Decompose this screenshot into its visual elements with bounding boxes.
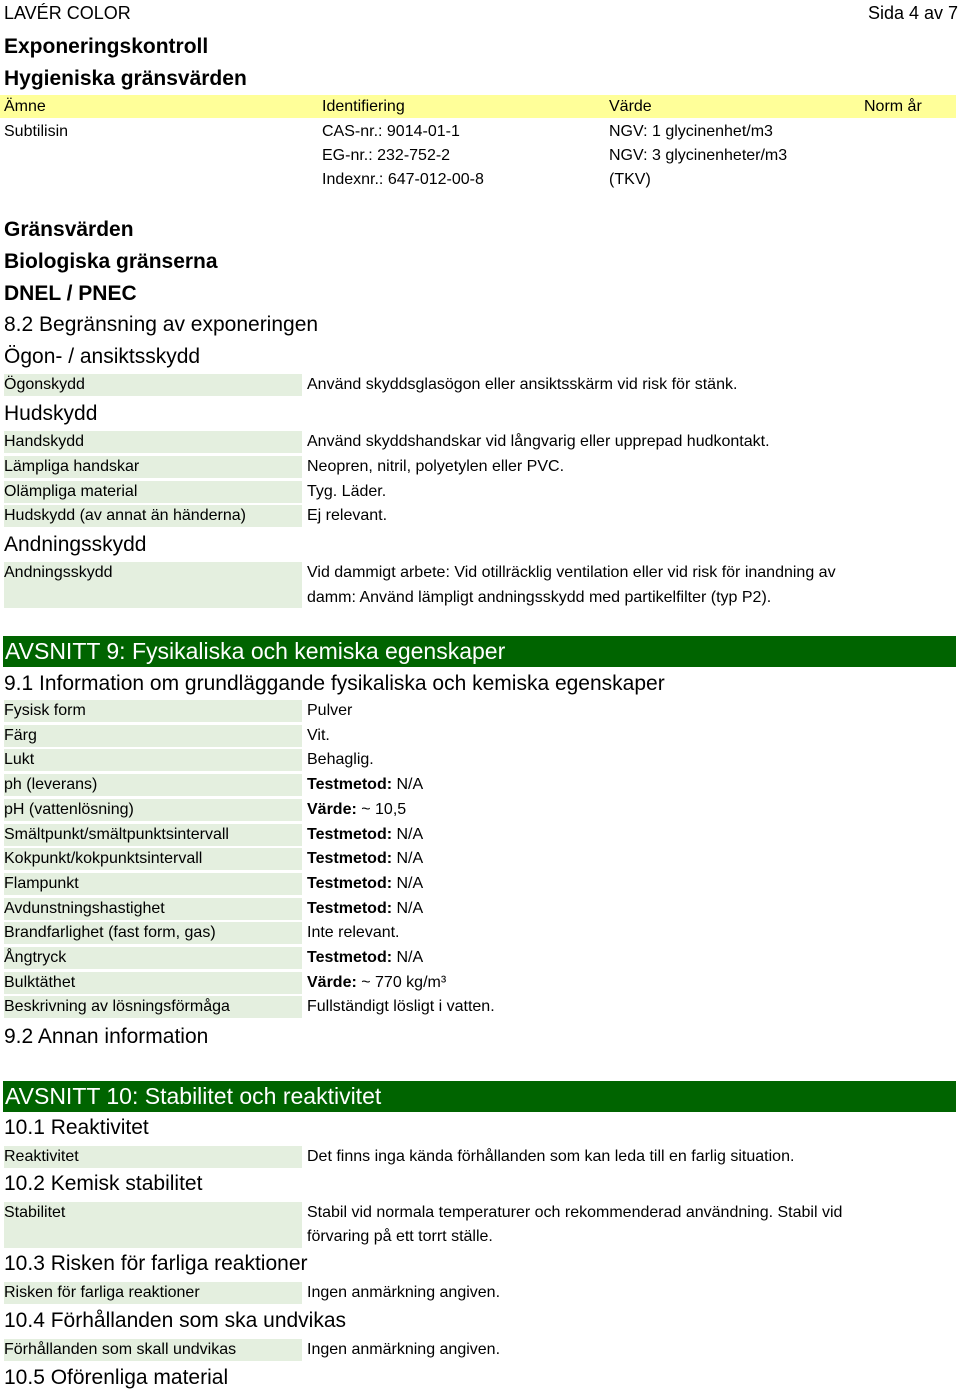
property-value — [307, 872, 423, 896]
property-value — [307, 724, 330, 748]
property-label: Bulktäthet — [4, 972, 302, 994]
exposure-title: Exponeringskontroll — [4, 35, 209, 58]
property-value-text: Pulver — [307, 702, 353, 719]
limit-value-3: (TKV) — [609, 171, 651, 188]
property-value — [307, 971, 446, 995]
stability-label: Stabilitet — [4, 1202, 302, 1248]
section-10-5-heading: 10.5 Oförenliga material — [4, 1366, 229, 1389]
section-10-1-heading: 10.1 Reaktivitet — [4, 1116, 149, 1139]
hazardous-reactions-value: Ingen anmärkning angiven. — [307, 1284, 501, 1301]
property-value — [307, 995, 495, 1019]
property-label: Brandfarlighet (fast form, gas) — [4, 922, 302, 944]
property-value — [307, 748, 374, 772]
property-value-text: N/A — [392, 826, 424, 843]
limits-table-header — [0, 95, 956, 118]
hygiene-limits-title: Hygieniska gränsvärden — [4, 67, 247, 90]
suitable-gloves-label: Lämpliga handskar — [4, 456, 302, 478]
limit-value-2: NGV: 3 glycinenheter/m3 — [609, 147, 788, 164]
property-value-text: N/A — [392, 776, 424, 793]
col-value: Värde — [609, 98, 652, 115]
skin-other-label: Hudskydd (av annat än händerna) — [4, 505, 302, 527]
property-value-prefix: Testmetod: — [307, 900, 393, 917]
property-label: Ångtryck — [4, 947, 302, 969]
stability-value-line1: Stabil vid normala temperaturer och rekommenderad användning. Stabil vid — [307, 1204, 843, 1221]
col-identification: Identifiering — [322, 98, 405, 115]
property-label: ph (leverans) — [4, 774, 302, 796]
property-label: Fysisk form — [4, 700, 302, 722]
reactivity-value: Det finns inga kända förhållanden som kan leda till en farlig situation. — [307, 1148, 795, 1165]
property-value-prefix: Testmetod: — [307, 875, 393, 892]
property-value-text: Fullständigt lösligt i vatten. — [307, 998, 495, 1015]
property-value-prefix: Värde: — [307, 974, 357, 991]
property-value-text: Vit. — [307, 727, 330, 744]
property-value-prefix: Testmetod: — [307, 850, 393, 867]
bio-limits-heading: Biologiska gränserna — [4, 250, 218, 273]
property-label: Kokpunkt/kokpunktsintervall — [4, 848, 302, 870]
respiratory-label: Andningsskydd — [4, 562, 302, 608]
unsuitable-material-label: Olämpliga material — [4, 481, 302, 503]
section-10-4-heading: 10.4 Förhållanden som ska undvikas — [4, 1309, 347, 1332]
exposure-limitation-heading: 8.2 Begränsning av exponeringen — [4, 313, 319, 336]
property-value-prefix: Värde: — [307, 801, 357, 818]
respiratory-value-line1: Vid dammigt arbete: Vid otillräcklig ventilation eller vid risk för inandning av — [307, 564, 836, 581]
property-label: Avdunstningshastighet — [4, 898, 302, 920]
eg-number: EG-nr.: 232-752-2 — [322, 147, 451, 164]
property-label: Lukt — [4, 749, 302, 771]
respiratory-heading: Andningsskydd — [4, 533, 147, 556]
property-value — [307, 921, 400, 945]
property-value-text: ~ 770 kg/m³ — [356, 974, 447, 991]
cas-number: CAS-nr.: 9014-01-1 — [322, 123, 460, 140]
substance-name: Subtilisin — [4, 123, 69, 140]
property-value — [307, 946, 423, 970]
conditions-to-avoid-label: Förhållanden som skall undvikas — [4, 1339, 302, 1361]
property-label: Smältpunkt/smältpunktsintervall — [4, 824, 302, 846]
conditions-to-avoid-value: Ingen anmärkning angiven. — [307, 1341, 501, 1358]
section-9-2-heading: 9.2 Annan information — [4, 1025, 209, 1048]
property-label: Flampunkt — [4, 873, 302, 895]
hand-protection-value: Använd skyddshandskar vid långvarig eller upprepad hudkontakt. — [307, 433, 770, 450]
property-value — [307, 847, 423, 871]
property-value — [307, 773, 423, 797]
col-norm-year: Norm år — [864, 98, 922, 115]
property-value-text: Inte relevant. — [307, 924, 400, 941]
property-label: pH (vattenlösning) — [4, 799, 302, 821]
property-value-text: N/A — [392, 900, 424, 917]
property-value-text: N/A — [392, 875, 424, 892]
unsuitable-material-value: Tyg. Läder. — [307, 483, 387, 500]
company-name: LAVÉR COLOR — [4, 3, 131, 23]
property-value — [307, 823, 423, 847]
property-label: Färg — [4, 725, 302, 747]
stability-value-line2: förvaring på ett torrt ställe. — [307, 1228, 493, 1245]
eye-protection-value: Använd skyddsglasögon eller ansiktsskärm vid risk för stänk. — [307, 376, 738, 393]
eye-protection-label: Ögonskydd — [4, 374, 302, 396]
property-value-text: N/A — [392, 850, 424, 867]
hazardous-reactions-label: Risken för farliga reaktioner — [4, 1282, 302, 1304]
property-value-prefix: Testmetod: — [307, 776, 393, 793]
section-10-2-heading: 10.2 Kemisk stabilitet — [4, 1172, 203, 1195]
property-value — [307, 798, 406, 822]
page-header — [0, 0, 960, 28]
property-value-prefix: Testmetod: — [307, 949, 393, 966]
dnel-pnec-heading: DNEL / PNEC — [4, 282, 137, 305]
respiratory-value-line2: damm: Använd lämpligt andningsskydd med partikelfilter (typ P2). — [307, 589, 772, 606]
limit-value-1: NGV: 1 glycinenhet/m3 — [609, 123, 773, 140]
property-value-text: ~ 10,5 — [356, 801, 407, 818]
property-value-prefix: Testmetod: — [307, 826, 393, 843]
reactivity-label: Reaktivitet — [4, 1146, 302, 1168]
property-label: Beskrivning av lösningsförmåga — [4, 996, 302, 1018]
col-substance: Ämne — [4, 98, 46, 115]
suitable-gloves-value: Neopren, nitril, polyetylen eller PVC. — [307, 458, 565, 475]
section-10-bar: AVSNITT 10: Stabilitet och reaktivitet — [3, 1081, 956, 1112]
section-9-1-heading: 9.1 Information om grundläggande fysikaliska och kemiska egenskaper — [4, 672, 665, 695]
property-value — [307, 699, 352, 723]
limits-heading: Gränsvärden — [4, 218, 134, 241]
index-number: Indexnr.: 647-012-00-8 — [322, 171, 484, 188]
property-value-text: Behaglig. — [307, 751, 374, 768]
section-9-bar: AVSNITT 9: Fysikaliska och kemiska egenskaper — [3, 636, 956, 667]
skin-other-value: Ej relevant. — [307, 507, 388, 524]
property-value-text: N/A — [392, 949, 424, 966]
skin-heading: Hudskydd — [4, 402, 98, 425]
section-10-3-heading: 10.3 Risken för farliga reaktioner — [4, 1252, 308, 1275]
page-number: Sida 4 av 7 — [867, 3, 958, 23]
hand-protection-label: Handskydd — [4, 431, 302, 453]
eye-face-heading: Ögon- / ansiktsskydd — [4, 345, 201, 368]
property-value — [307, 897, 423, 921]
